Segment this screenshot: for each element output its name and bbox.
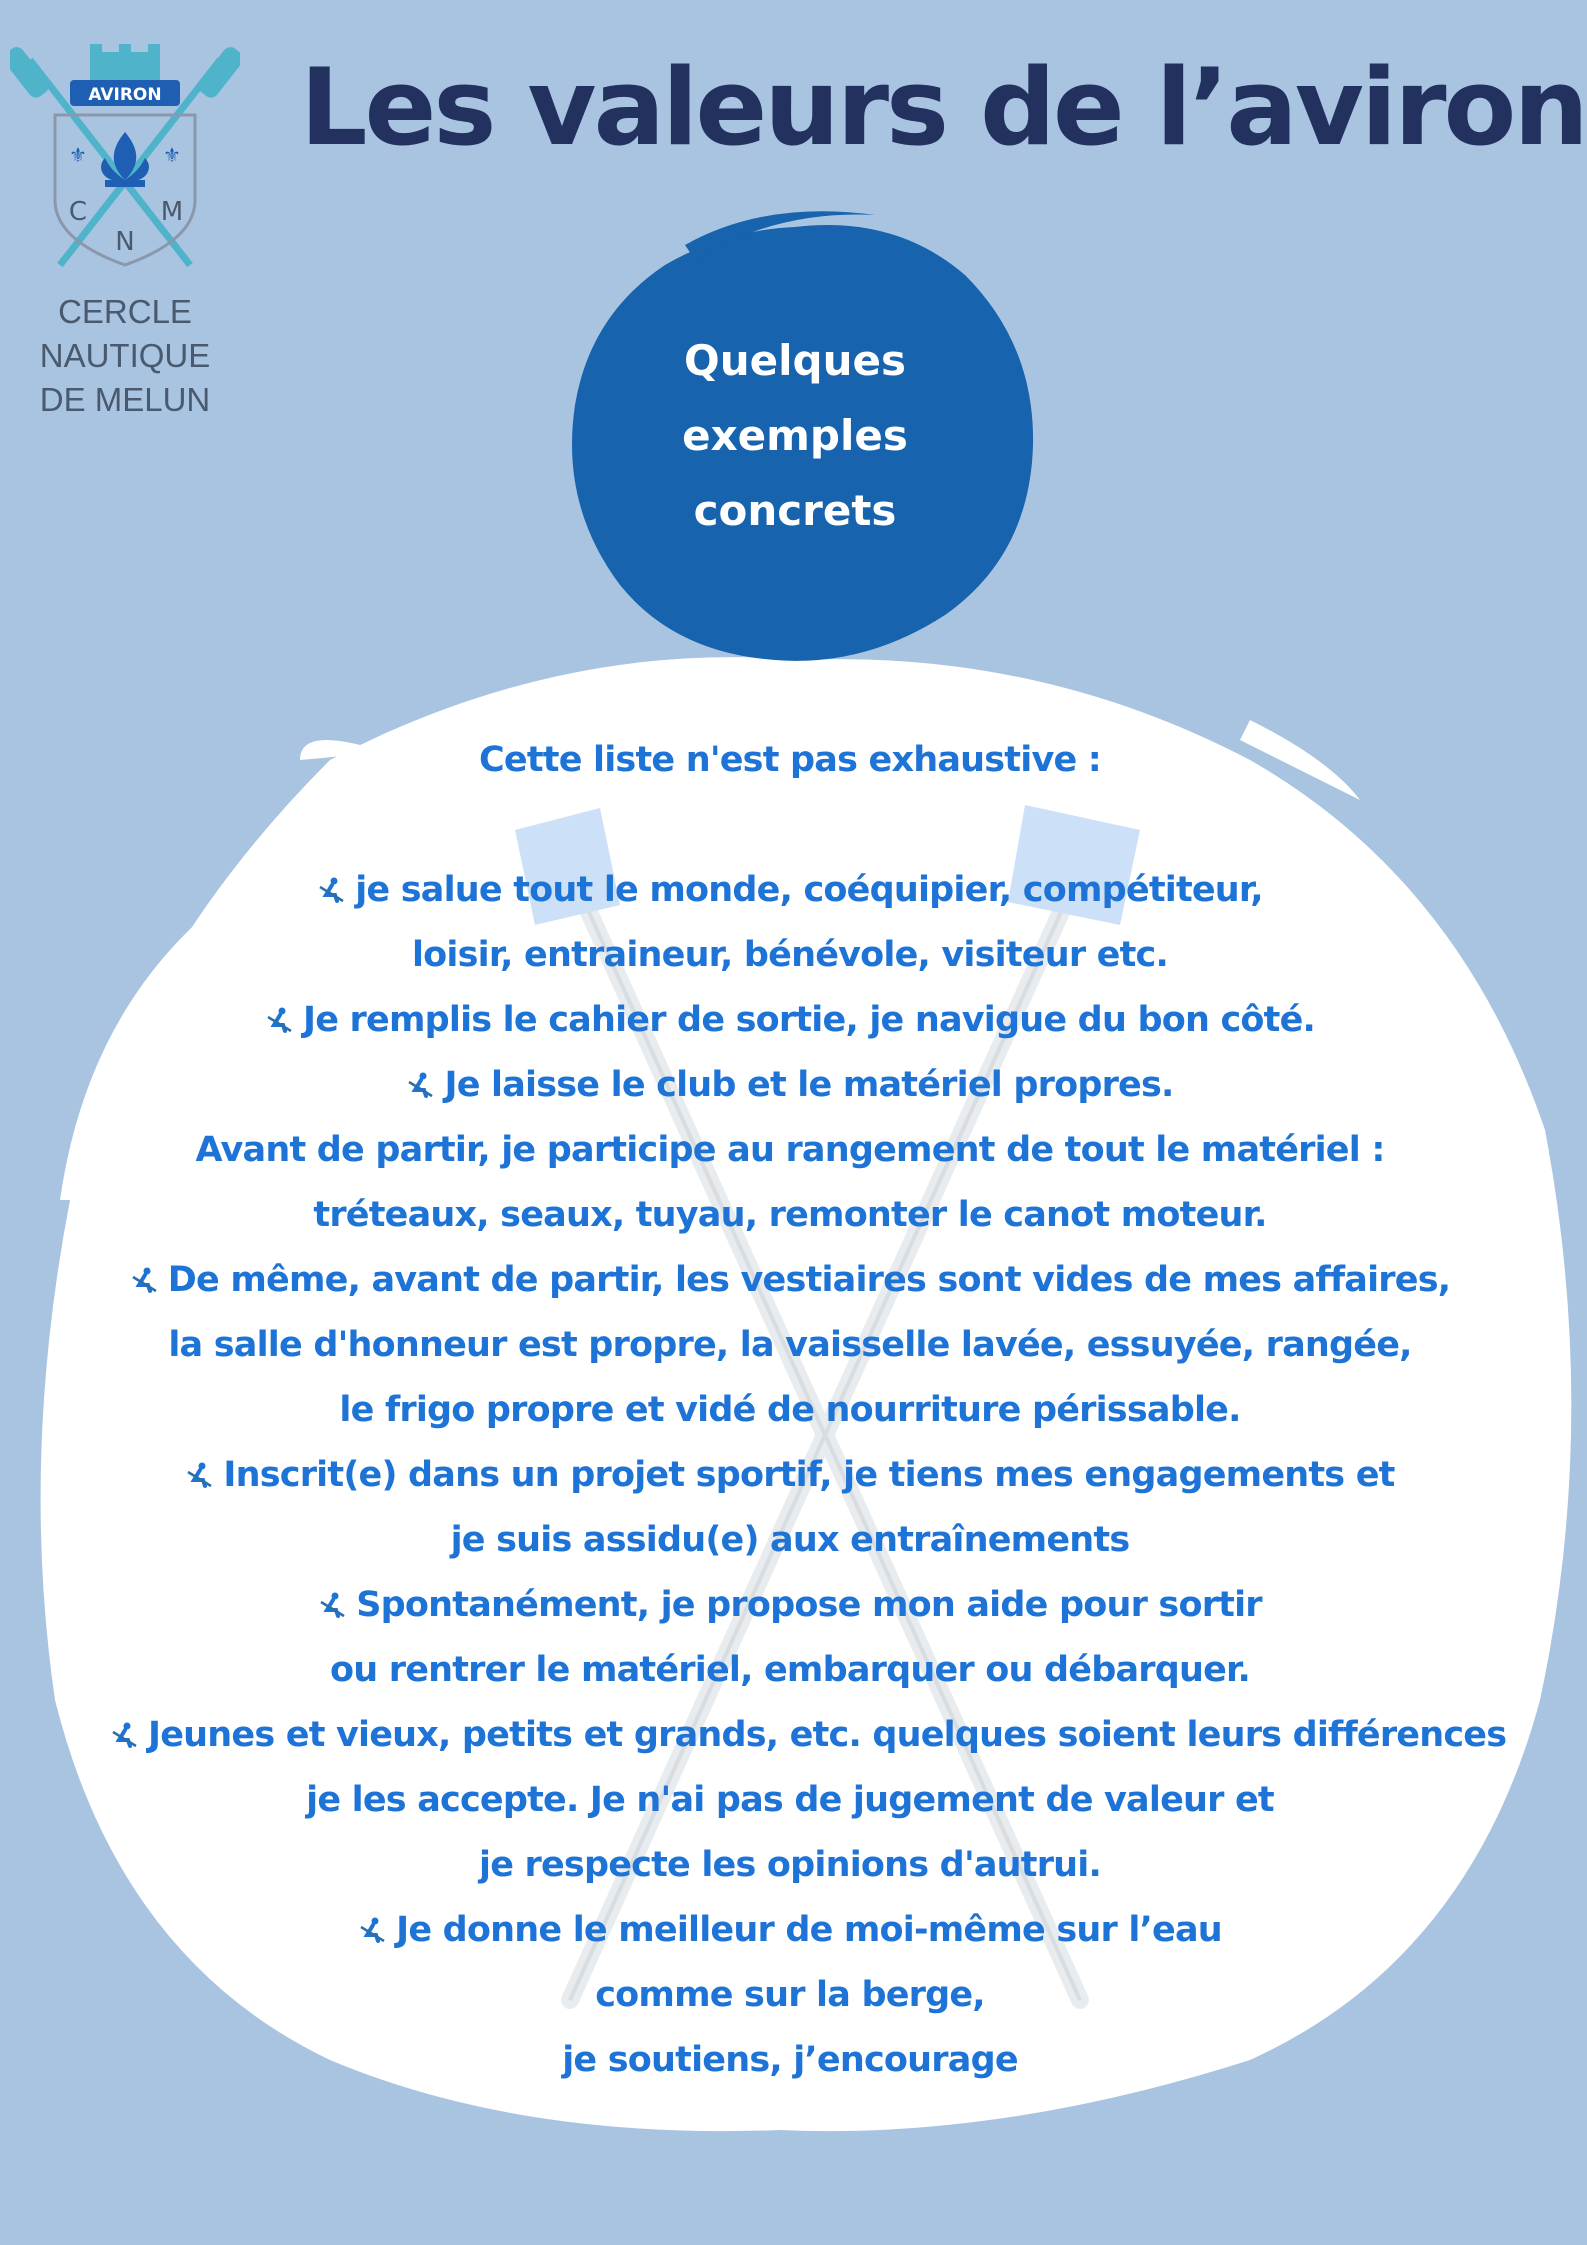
rower-icon xyxy=(318,1585,348,1625)
list-item-text: je salue tout le monde, coéquipier, compétiteur, xyxy=(355,870,1263,910)
club-name-line1: CERCLE NAUTIQUE xyxy=(39,293,211,374)
svg-text:N: N xyxy=(115,227,135,257)
club-name-line2: DE MELUN xyxy=(39,381,211,418)
list-item xyxy=(110,858,1470,923)
badge-line1: Quelques xyxy=(684,336,906,385)
list-item xyxy=(110,1118,1470,1183)
list-item xyxy=(110,923,1470,988)
list-item-text: Avant de partir, je participe au rangement de tout le matériel : xyxy=(195,1130,1385,1170)
list-item xyxy=(110,1313,1470,1378)
svg-text:⚜: ⚜ xyxy=(69,143,87,167)
list-item-text: je les accepte. Je n'ai pas de jugement de valeur et xyxy=(306,1780,1274,1820)
list-item xyxy=(110,1183,1470,1248)
rower-icon xyxy=(358,1910,388,1950)
list-item-text: tréteaux, seaux, tuyau, remonter le canot moteur. xyxy=(313,1195,1267,1235)
page-title: Les valeurs de l’aviron xyxy=(300,46,1586,169)
list-item-text: loisir, entraineur, bénévole, visiteur etc. xyxy=(411,935,1168,975)
list-item-text: je respecte les opinions d'autrui. xyxy=(479,1845,1101,1885)
list-item-text: Je donne le meilleur de moi-même sur l’eau xyxy=(396,1910,1222,1950)
svg-text:AVIRON: AVIRON xyxy=(88,85,162,105)
list-item-text: Je remplis le cahier de sortie, je navigue du bon côté. xyxy=(303,1000,1315,1040)
list-item xyxy=(110,1963,1470,2028)
list-item xyxy=(110,1898,1470,1963)
list-item-text: je suis assidu(e) aux entraînements xyxy=(450,1520,1130,1560)
list-lines xyxy=(110,858,1507,2093)
badge-line3: concrets xyxy=(693,486,897,535)
rower-icon xyxy=(110,1715,140,1755)
svg-text:⚜: ⚜ xyxy=(163,143,181,167)
list-item xyxy=(110,1768,1470,1833)
list-item xyxy=(110,1703,1507,1768)
list-item xyxy=(110,2028,1470,2093)
svg-text:C: C xyxy=(68,197,88,227)
list-item-text: la salle d'honneur est propre, la vaisselle lavée, essuyée, rangée, xyxy=(168,1325,1412,1365)
list-item xyxy=(110,988,1470,1053)
values-list xyxy=(110,728,1507,2093)
rower-icon xyxy=(406,1065,436,1105)
badge-line2: exemples xyxy=(682,411,908,460)
list-item xyxy=(110,1833,1470,1898)
list-item-text: Spontanément, je propose mon aide pour sortir xyxy=(356,1585,1262,1625)
list-item xyxy=(110,1508,1470,1573)
svg-text:M: M xyxy=(160,197,184,227)
list-item xyxy=(110,1443,1470,1508)
list-item-text: comme sur la berge, xyxy=(595,1975,985,2015)
list-item-text: De même, avant de partir, les vestiaires sont vides de mes affaires, xyxy=(167,1260,1451,1300)
list-item-text: Je laisse le club et le matériel propres. xyxy=(444,1065,1174,1105)
rower-icon xyxy=(265,1000,295,1040)
examples-badge xyxy=(545,205,1045,675)
list-item-text: ou rentrer le matériel, embarquer ou débarquer. xyxy=(329,1650,1251,1690)
list-item xyxy=(110,1638,1470,1703)
list-item xyxy=(110,1573,1470,1638)
list-item-text: le frigo propre et vidé de nourriture périssable. xyxy=(339,1390,1241,1430)
list-heading: Cette liste n'est pas exhaustive : xyxy=(479,740,1101,780)
rower-icon xyxy=(185,1455,215,1495)
list-item-text: Inscrit(e) dans un projet sportif, je tiens mes engagements et xyxy=(223,1455,1395,1495)
rower-icon xyxy=(130,1260,160,1300)
list-item-text: Jeunes et vieux, petits et grands, etc. quelques soient leurs différences xyxy=(148,1715,1507,1755)
rower-icon xyxy=(317,870,347,910)
list-item xyxy=(110,1053,1470,1118)
list-item xyxy=(110,1378,1470,1443)
list-item-text: je soutiens, j’encourage xyxy=(562,2040,1018,2080)
list-item xyxy=(110,1248,1470,1313)
